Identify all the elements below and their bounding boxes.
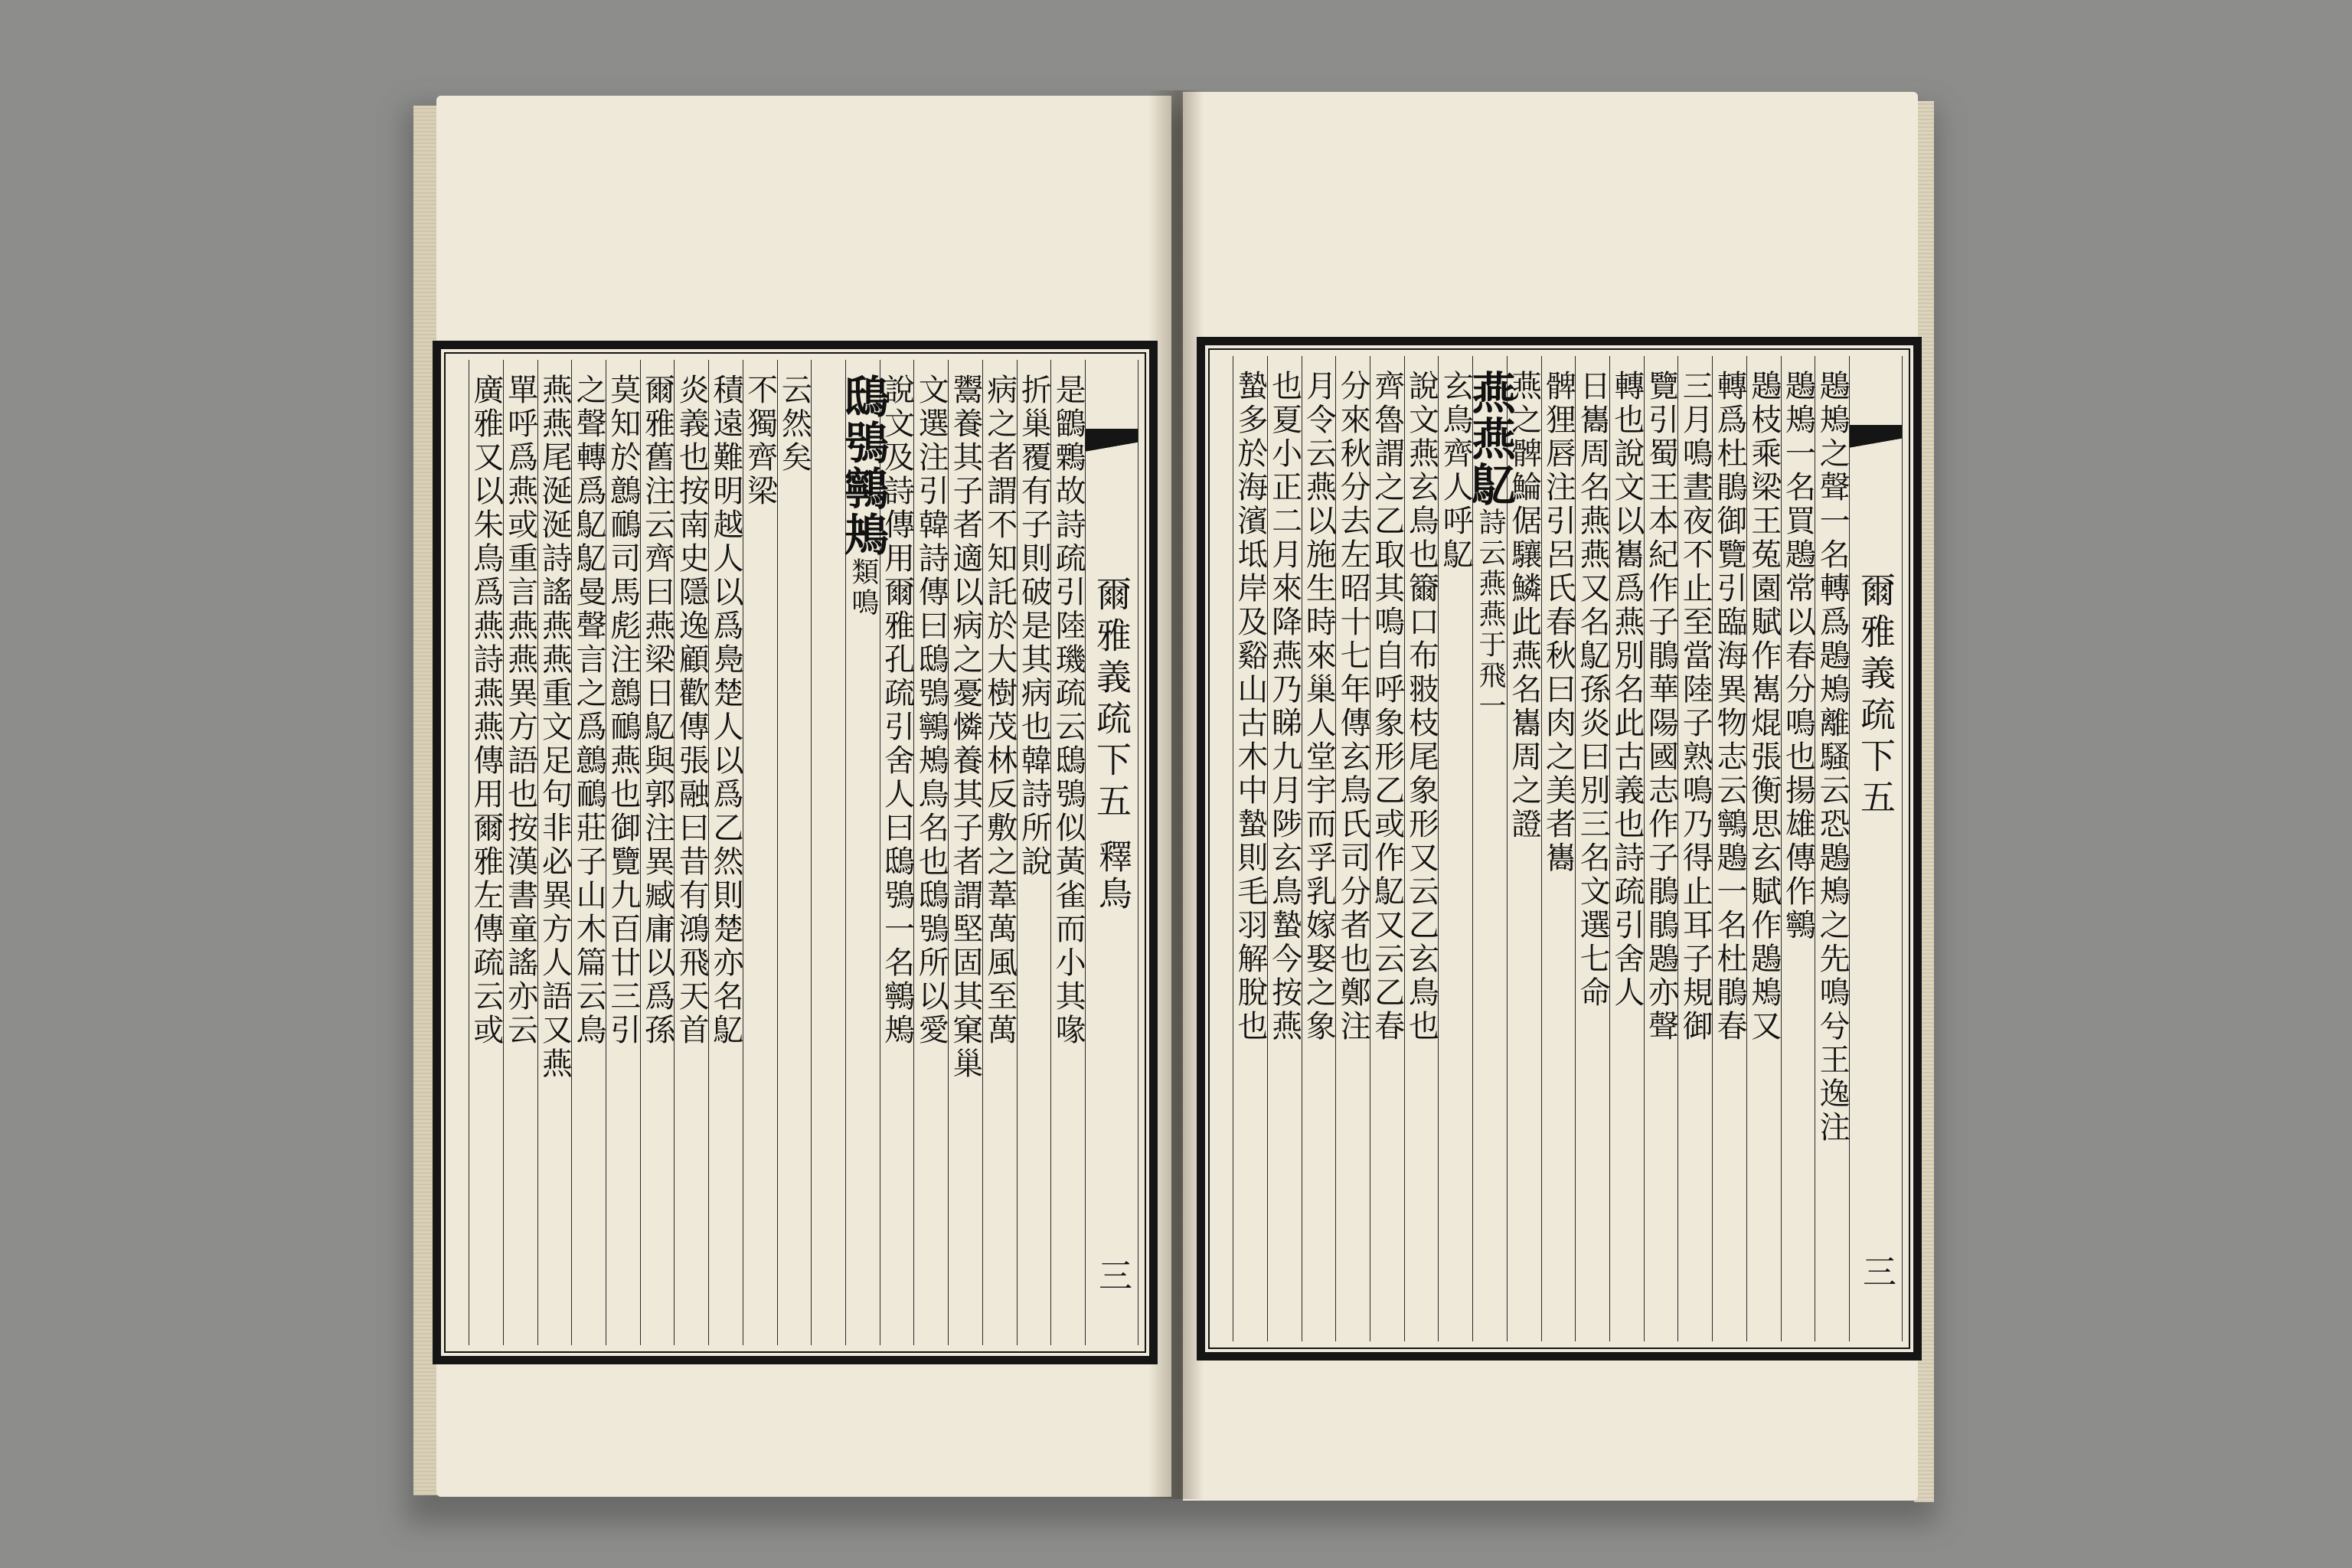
column-text: 不獨齊梁 [742, 374, 778, 508]
left-banxin [1085, 360, 1138, 1345]
text-column [1267, 356, 1302, 1341]
column-text: 單呼爲燕或重言燕燕異方語也按漢書童謠亦云 [502, 374, 538, 1047]
column-text: 鬻養其子者適以病之憂憐養其子者謂堅固其窠巢 [947, 374, 983, 1081]
text-column [606, 360, 640, 1345]
text-column [1335, 356, 1370, 1341]
text-column [1233, 356, 1267, 1341]
right-banxin [1849, 356, 1903, 1341]
column-text: 轉也說文以巂爲燕別名此古義也詩疏引舍人 [1609, 370, 1645, 1010]
column-text: 月令云燕以施生時來巢人堂宇而孚乳嫁娶之象 [1301, 370, 1337, 1044]
column-text: 之聲轉爲鳦鳦曼聲言之爲鷾鴯莊子山木篇云鳥 [571, 374, 607, 1047]
text-column [1463, 356, 1516, 1341]
column-text: 髀狸唇注引呂氏春秋曰肉之美者巂 [1540, 370, 1576, 875]
text-column [1541, 356, 1576, 1341]
column-text: 鶗鴂之聲一名轉爲鶗鴂離騷云恐鶗鴂之先鳴兮王逸注 [1815, 370, 1851, 1145]
text-column [640, 360, 675, 1345]
text-column [948, 360, 982, 1345]
text-column [1017, 360, 1051, 1345]
text-column [1404, 356, 1439, 1341]
text-column [777, 360, 812, 1345]
left-banxin-title: 爾雅義疏下五 [1091, 576, 1132, 824]
column-text: 莫知於鷾鴯司馬彪注鷾鴯燕也御覽九百廿三引 [605, 374, 641, 1047]
column-text: 轉爲杜鵑御覽引臨海異物志云鸋鶗一名杜鵑春 [1711, 370, 1747, 1044]
column-text: 齊魯謂之乙取其鳴自呼象形乙或作鳦又云乙春 [1369, 370, 1405, 1044]
column-text: 三月鳴晝夜不止至當陸子熟鳴乃得止耳子規御 [1677, 370, 1713, 1044]
entry-heading-note: 詩云燕燕于飛一 [1474, 508, 1506, 722]
column-text: 是鶹鷅故詩疏引陸璣疏云鴟鴞似黃雀而小其喙 [1050, 374, 1086, 1047]
left-banxin-section: 釋鳥 [1093, 839, 1132, 913]
column-text: 積遠難明越人以爲鳧楚人以爲乙然則楚亦名鳦 [707, 374, 743, 1047]
right-print-frame [1197, 337, 1922, 1361]
text-column [743, 360, 777, 1345]
text-column [1575, 356, 1609, 1341]
column-text: 日巂周名燕燕又名鳦孫炎曰別三名文選七命 [1575, 370, 1611, 1010]
column-text: 廣雅又以朱鳥爲燕詩燕燕傳用爾雅左傳疏云或 [468, 374, 504, 1047]
right-banxin-page-number: 三 [1857, 1254, 1896, 1288]
column-text: 也夏小正二月來降燕乃睇九月陟玄鳥蟄今按燕 [1266, 370, 1302, 1044]
text-column [1746, 356, 1781, 1341]
text-column [982, 360, 1017, 1345]
column-text: 說文及詩傳用爾雅孔疏引舍人曰鴟鴞一名鸋鴂 [879, 374, 915, 1047]
text-column [708, 360, 743, 1345]
column-text: 文選注引韓詩傳曰鴟鴞鸋鴂鳥名也鴟鴞所以愛 [913, 374, 949, 1047]
column-text: 蟄多於海濱坻岸及谿山古木中蟄則毛羽解脫也 [1232, 370, 1268, 1044]
column-text: 折巢覆有子則破是其病也韓詩所說 [1016, 374, 1052, 879]
column-text: 玄鳥齊人呼鳦 [1438, 370, 1474, 572]
left-text-columns [452, 360, 1138, 1345]
text-column [1370, 356, 1404, 1341]
column-text: 鶗鴂一名買鶗常以春分鳴也揚雄傳作鸋 [1780, 370, 1816, 942]
entry-heading: 燕燕鳦 [1463, 370, 1516, 508]
column-text: 爾雅舊注云齊曰燕梁日鳦與郭注異臧庸以爲孫 [639, 374, 675, 1047]
text-column [1815, 356, 1849, 1341]
text-column [1677, 356, 1712, 1341]
text-column [571, 360, 606, 1345]
text-column [1302, 356, 1336, 1341]
column-text: 覽引蜀王本紀作子鵑華陽國志作子鵑鵑鶗亦聲 [1643, 370, 1679, 1044]
text-column [503, 360, 537, 1345]
column-text: 云然矣 [776, 374, 812, 475]
left-banxin-page-number: 三 [1093, 1258, 1132, 1292]
text-column [1609, 356, 1644, 1341]
column-text: 病之者謂不知託於大樹茂林反敷之葦萬風至萬 [982, 374, 1018, 1047]
column-text: 燕之髀鯩倨驤鱗此燕名巂周之證 [1506, 370, 1542, 841]
right-text-columns [1216, 356, 1903, 1341]
text-column [537, 360, 572, 1345]
column-text: 鶗枝乘梁王菟園賦作嶲焜張衡思玄賦作鶗鴂又 [1746, 370, 1782, 1044]
text-column [836, 360, 889, 1345]
text-column [1644, 356, 1678, 1341]
text-column [1050, 360, 1085, 1345]
left-fish-tail [1086, 429, 1138, 461]
left-print-frame [433, 341, 1158, 1364]
right-fish-tail [1850, 425, 1902, 457]
entry-heading: 鴟鴞鸋鴂 [836, 374, 889, 557]
text-column [469, 360, 503, 1345]
right-banxin-title: 爾雅義疏下五 [1855, 572, 1896, 820]
text-column [674, 360, 708, 1345]
text-column [1781, 356, 1815, 1341]
column-text: 炎義也按南史隱逸顧歡傳張融曰昔有鴻飛天首 [674, 374, 710, 1047]
text-column [1712, 356, 1746, 1341]
text-column [1438, 356, 1472, 1341]
column-text: 燕燕尾涎涎詩謠燕燕重文足句非必異方人語又燕 [537, 374, 573, 1081]
text-column [913, 360, 948, 1345]
column-text: 分來秋分去左昭十七年傳玄鳥氏司分者也鄭注 [1335, 370, 1371, 1044]
column-text: 說文燕玄鳥也籋口布翄枝尾象形又云乙玄鳥也 [1403, 370, 1439, 1044]
text-column [811, 360, 845, 1345]
entry-heading-note: 類鳴 [847, 557, 879, 619]
